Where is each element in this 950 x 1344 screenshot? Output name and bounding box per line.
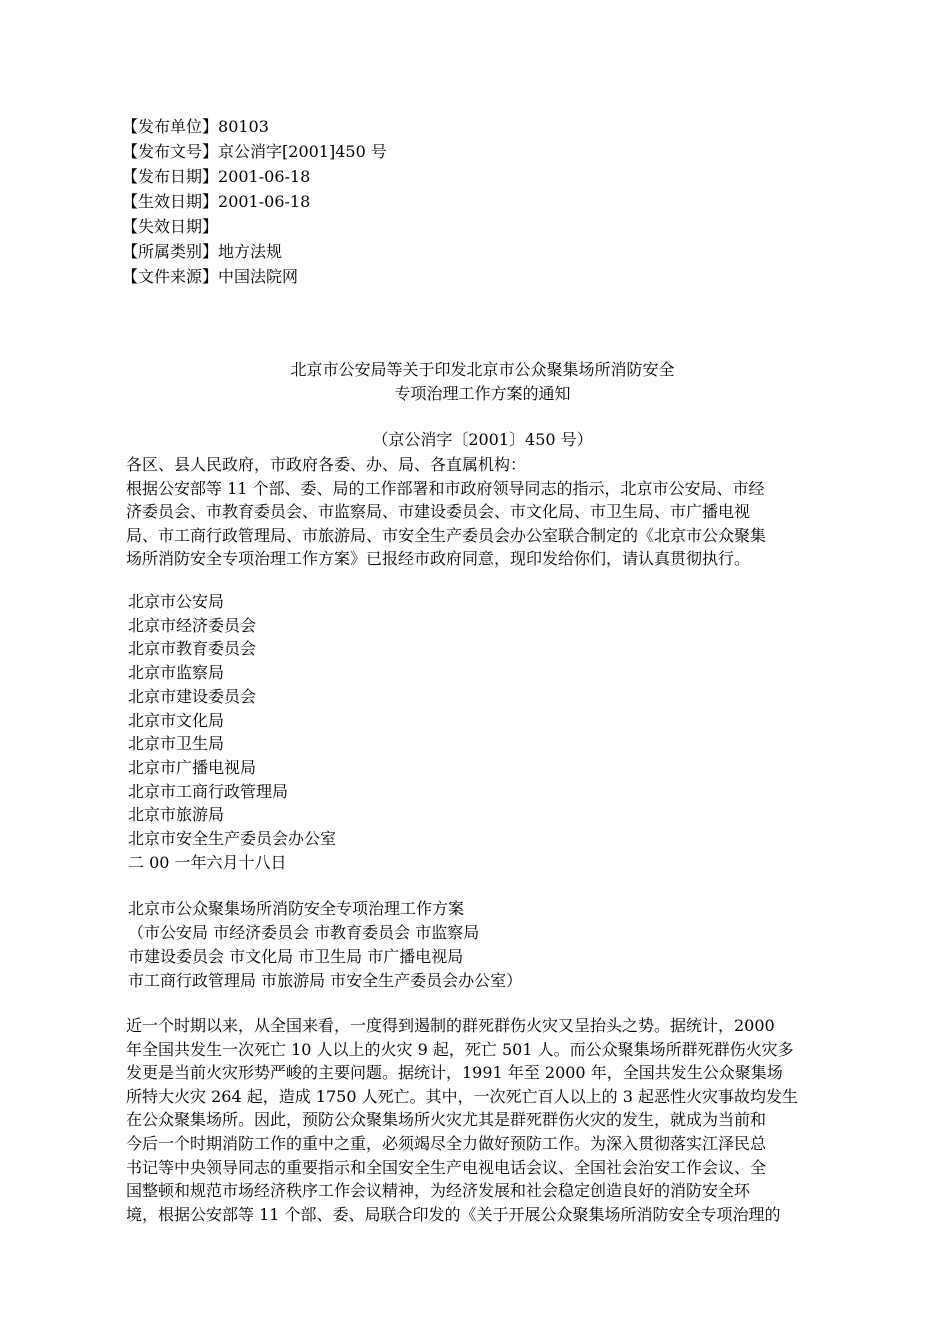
meta-label: 【失效日期】 bbox=[122, 217, 219, 236]
plan-heading bbox=[128, 897, 522, 993]
paragraph-line: 境，根据公安部等 11 个部、委、局联合印发的《关于开展公众聚集场所消防安全专项治理的 bbox=[126, 1204, 781, 1224]
paragraph-line: 济委员会、市教育委员会、市监察局、市建设委员会、市文化局、市卫生局、市广播电视 bbox=[126, 502, 751, 522]
plan-issuers-line: 市工商行政管理局 市旅游局 市安全生产委员会办公室） bbox=[128, 971, 523, 990]
meta-row-source bbox=[122, 264, 387, 289]
meta-value: 京公消字[2001]450 号 bbox=[218, 142, 387, 161]
notice-body bbox=[126, 453, 832, 571]
title-line-2: 专项治理工作方案的通知 bbox=[394, 384, 571, 403]
plan-title: 北京市公众聚集场所消防安全专项治理工作方案 bbox=[128, 899, 465, 918]
signatory-item: 北京市教育委员会 bbox=[128, 639, 257, 659]
meta-value: 2001-06-18 bbox=[218, 192, 311, 211]
meta-value: 80103 bbox=[218, 117, 269, 136]
meta-row-issuer bbox=[122, 114, 387, 139]
title-line-1: 北京市公安局等关于印发北京市公众聚集场所消防安全 bbox=[290, 360, 675, 379]
signatory-item: 北京市安全生产委员会办公室 bbox=[128, 829, 337, 849]
meta-value: 地方法规 bbox=[218, 242, 283, 261]
paragraph-line: 书记等中央领导同志的重要指示和全国安全生产电视电话会议、全国社会治安工作会议、全 bbox=[126, 1157, 767, 1177]
meta-label: 【所属类别】 bbox=[122, 242, 219, 261]
paragraph-line: 根据公安部等 11 个部、委、局的工作部署和市政府领导同志的指示，北京市公安局、市经 bbox=[126, 478, 765, 498]
metadata-block bbox=[122, 114, 387, 289]
document-number: （京公消字〔2001〕450 号） bbox=[372, 430, 593, 449]
paragraph-line: 在公众聚集场所。因此，预防公众聚集场所火灾尤其是群死群伤火灾的发生，就成为当前和 bbox=[126, 1110, 767, 1130]
meta-row-issue-date bbox=[122, 164, 387, 189]
signatory-item: 北京市文化局 bbox=[128, 710, 225, 730]
paragraph-line: 局、市工商行政管理局、市旅游局、市安全生产委员会办公室联合制定的《北京市公众聚集 bbox=[126, 525, 767, 545]
signatory-item: 北京市广播电视局 bbox=[128, 757, 257, 777]
signatory-item: 北京市建设委员会 bbox=[128, 686, 257, 706]
meta-row-doc-number bbox=[122, 139, 387, 164]
paragraph-line: 各区、县人民政府，市政府各委、办、局、各直属机构： bbox=[126, 455, 527, 474]
signatory-item: 北京市卫生局 bbox=[128, 734, 225, 754]
paragraph-line: 国整顿和规范市场经济秩序工作会议精神，为经济发展和社会稳定创造良好的消防安全环 bbox=[126, 1181, 751, 1201]
plan-issuers-line: 市建设委员会 市文化局 市卫生局 市广播电视局 bbox=[128, 947, 464, 966]
paragraph-line: 场所消防安全专项治理工作方案》已报经市政府同意，现印发给你们，请认真贯彻执行。 bbox=[126, 549, 751, 569]
meta-label: 【发布日期】 bbox=[122, 167, 219, 186]
meta-row-effective-date bbox=[122, 189, 387, 214]
signing-date: 二 00 一年六月十八日 bbox=[128, 852, 287, 872]
meta-label: 【发布文号】 bbox=[122, 142, 219, 161]
document-title bbox=[0, 358, 950, 406]
paragraph-line: 今后一个时期消防工作的重中之重，必须竭尽全力做好预防工作。为深入贯彻落实江泽民总 bbox=[126, 1133, 767, 1153]
paragraph-line: 发更是当前火灾形势严峻的主要问题。据统计，1991 年至 2000 年，全国共发生公众聚集场 bbox=[126, 1063, 783, 1083]
meta-label: 【文件来源】 bbox=[122, 267, 219, 286]
signatory-item: 北京市旅游局 bbox=[128, 805, 225, 825]
plan-issuers-line: （市公安局 市经济委员会 市教育委员会 市监察局 bbox=[128, 923, 480, 942]
meta-row-category bbox=[122, 239, 387, 264]
paragraph-line: 近一个时期以来，从全国来看，一度得到遏制的群死群伤火灾又呈抬头之势。据统计，2000 bbox=[126, 1016, 775, 1035]
signatory-item: 北京市监察局 bbox=[128, 663, 225, 683]
meta-label: 【发布单位】 bbox=[122, 117, 219, 136]
paragraph-line: 所特大火灾 264 起，造成 1750 人死亡。其中，一次死亡百人以上的 3 起恶性火灾事故均发生 bbox=[126, 1086, 798, 1106]
paragraph-line: 年全国共发生一次死亡 10 人以上的火灾 9 起，死亡 501 人。而公众聚集场所群死群伤火灾多 bbox=[126, 1039, 794, 1059]
signatory-item: 北京市工商行政管理局 bbox=[128, 781, 289, 801]
signatory-item: 北京市公安局 bbox=[128, 592, 225, 611]
signatory-list bbox=[128, 590, 336, 874]
meta-value: 中国法院网 bbox=[218, 267, 299, 286]
signatory-item: 北京市经济委员会 bbox=[128, 615, 257, 635]
plan-body bbox=[126, 1014, 832, 1226]
meta-value: 2001-06-18 bbox=[218, 167, 311, 186]
meta-row-expiry-date bbox=[122, 214, 387, 239]
meta-label: 【生效日期】 bbox=[122, 192, 219, 211]
